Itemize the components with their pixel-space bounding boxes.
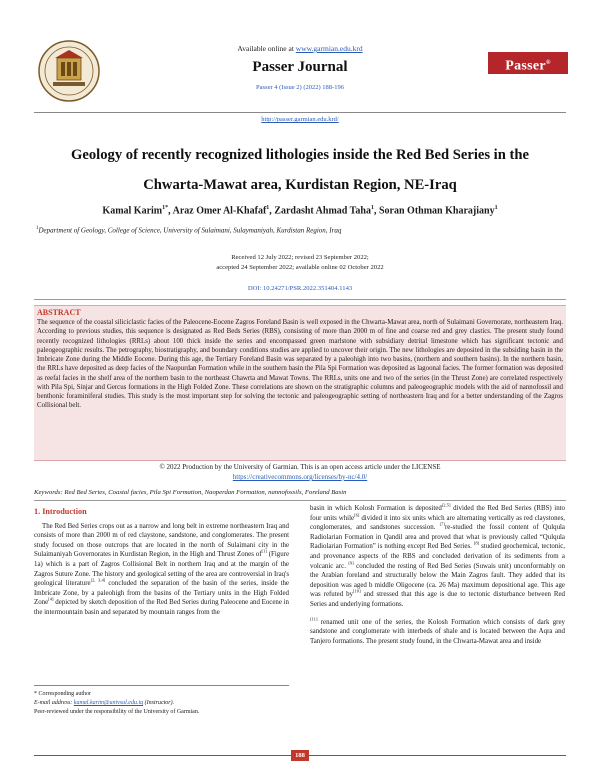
intro-paragraph-1: The Red Bed Series crops out as a narrow and long belt in extreme northeastern Iraq and consists of more than 2000 m of red claystone, sandstone, and conglomerates. The present study focused on those outcrops that are located in the north of Sulaimani city in the Sulaimaniyah Governorates in Kurdistan Region, in the High and Thrust Zones of[1] (Figure 1a) which is a part of Zagros Collisional Belt in northern Iraq and at the margin of the Zagros Suture Zone. The history and geological setting of the area are controversial in Iraq's geological literature[2, 3,4] concluded the separation of the basin of the series, inside the Imbricate Zone, by a paleohigh from the basins of the Tertiary units in the High Folded Zone[4] depicted by sketch deposition of the Red Bed Series during Paleocene and Eocene in the intermountain basin and separated by mountain ranges from the [34,522,289,616]
intro-paragraph-3: [11] renamed unit one of the series, the Kolosh Formation which consists of dark grey sandstone and conglomerate with interbeds of shale and is located between the Aqra and Tanjero formations. The present study found, in the Chwarta-Mawat area and inside [310,616,565,645]
license-link[interactable]: https://creativecommons.org/licenses/by-nc/4.0/ [232,473,368,481]
affiliation: $^1$Department of Geology, College of Science, University of Sulaimani, Sulaymaniyah, Kurdistan Region, Iraq [36,226,342,235]
journal-header [150,44,450,91]
peer-review-note: Peer-reviewed under the responsibility of the University of Garmian. [34,709,200,715]
header-divider [34,112,566,113]
author: Zardasht Ahmad Taha [274,205,371,217]
available-online: Available online at www.garmian.edu.krd [237,44,363,53]
author: Kamal Karim [102,205,163,217]
author-email-line: E-mail address: kamal.karim@univsul.edu.iq (Instructor). [34,700,175,706]
author-email-link[interactable]: kamal.karim@univsul.edu.iq [73,700,144,706]
divider [34,500,566,501]
author: Soran Othman Kharajiany [379,205,495,217]
body-column-left [34,507,289,618]
body-column-right [310,504,565,646]
journal-name: Passer Journal [252,59,348,75]
doi[interactable]: DOI: 10.24271/PSR.2022.351404.1143 [247,285,353,292]
footnote [34,685,289,717]
license-notice: © 2022 Production by the University of Garmian. This is an open access article under the LICENSE https://creativecommons.org/licenses/by-nc/4.0/ [0,462,600,482]
passer-brand-logo: Passer® [488,52,568,74]
corresponding-author: * Corresponding author [34,691,91,697]
section-heading: 1. Introduction [34,507,87,516]
abstract-text: The sequence of the coastal siliciclastic facies of the Paleocene-Eocene Zagros Foreland Basin is well exposed in the Chwarta-Mawat area, north of Sulaimani Governorate, northeastern Iraq. According to previous studies, this sequence is designated as Red Beds Series (RBS), consisting of more than 2000 m of fine and coarse red and grey clastics. The present study found recently recognized lithologies (RRLs) about 100 thick inside the series and encompassed green marlstone with subsidiary detrital limestone which has significant tectonic and paleogeographic results. The petrography, biostratigraphy, and boundary conditions studies are applied to uncover their origin. The new lithologies are deposited in the subsiding basin in the Imbricate Zone during the Middle Eocene. During this age, the Tertiary Foreland Basin was separated by a paleohigh into two basins, (northern and southern basins). In the northern basin, the RRLs have deposited as deep facies of the Naopurdan Formation while in the southern basin the Pila Spi Formation was deposited as lagoonal facies. The former formation was deposited as reefal facies in the shelf area of the northern basin to the northeast Chawrta and Mawat Towns. The RRLs, units one and two of the series (in the Thrust Zone) are correlated respectively with Pila Spi, Sinjar and Gercus formations in the High Folded Zone. These correlations are shown on the stratigraphic columns and paleogeographic models with the aid of nannofossil and benthonic foraminiferal studies. This study is the most important step for solving the tectonic and paleogeographic setting of northeastern Iraq and for a better understanding of the Zagros Collisional belt. [37,319,563,410]
journal-url[interactable]: http://passer.garmian.edu.krd/ [261,116,339,123]
garmian-link[interactable]: www.garmian.edu.krd [295,44,363,53]
abstract-heading: ABSTRACT [37,308,81,317]
keywords: Keywords: Red Bed Series, Coastal facies, Pila Spi Formation, Naoperdan Formation, nannofossils, Foreland Basin [34,489,347,496]
author-list: Kamal Karim$^{1*}$, Araz Omer Al-Khafaf$^1$, Zardasht Ahmad Taha$^1$, Soran Othman Kharajiany$^1$ [102,205,498,217]
paper-title: Geology of recently recognized lithologies inside the Red Bed Series in the Chwarta-Mawat area, Kurdistan Region, NE-Iraq [71,147,529,193]
issue-info: Passer 4 (Issue 2) (2022) 188-196 [256,84,344,91]
divider [34,299,566,300]
article-dates: Received 12 July 2022; revised 23 September 2022; accepted 24 September 2022; available online 02 October 2022 [216,254,384,271]
author: Araz Omer Al-Khafaf [172,205,267,217]
university-logo [38,38,100,104]
page-number: 188 [291,750,309,761]
intro-paragraph-2: basin in which Kolosh Formation is deposited[2,5] divided the Red Bed Series (RBS) into four units while[6] divided it into six units which are alternating vertically as red claystones, conglomerates, and sandstones succession. [7]re-studied the fossil content of Qulqula Radiolarian Formation in Qandil area and proved that what is previously called “Qulqula Radiolarian Formation” is nothing except Red Bed Series. [8] studied geochemical, tectonic, and provenance aspects of the RBS and concluded derivation of its sediments from a volcanic arc. [9] concluded the resting of Red Bed Series (Suwais unit) unconformably on the Arabian foreland and structurally below the Main Zagros fault. They added that its deposition was aged b middle Oligocene (ca. 26 Ma) maximum depositional age. This age was refuted by[10] and stressed that this age is due to tectonic disturbance between Red Series and underlying formations. [310,502,566,608]
abstract-box [34,305,566,461]
